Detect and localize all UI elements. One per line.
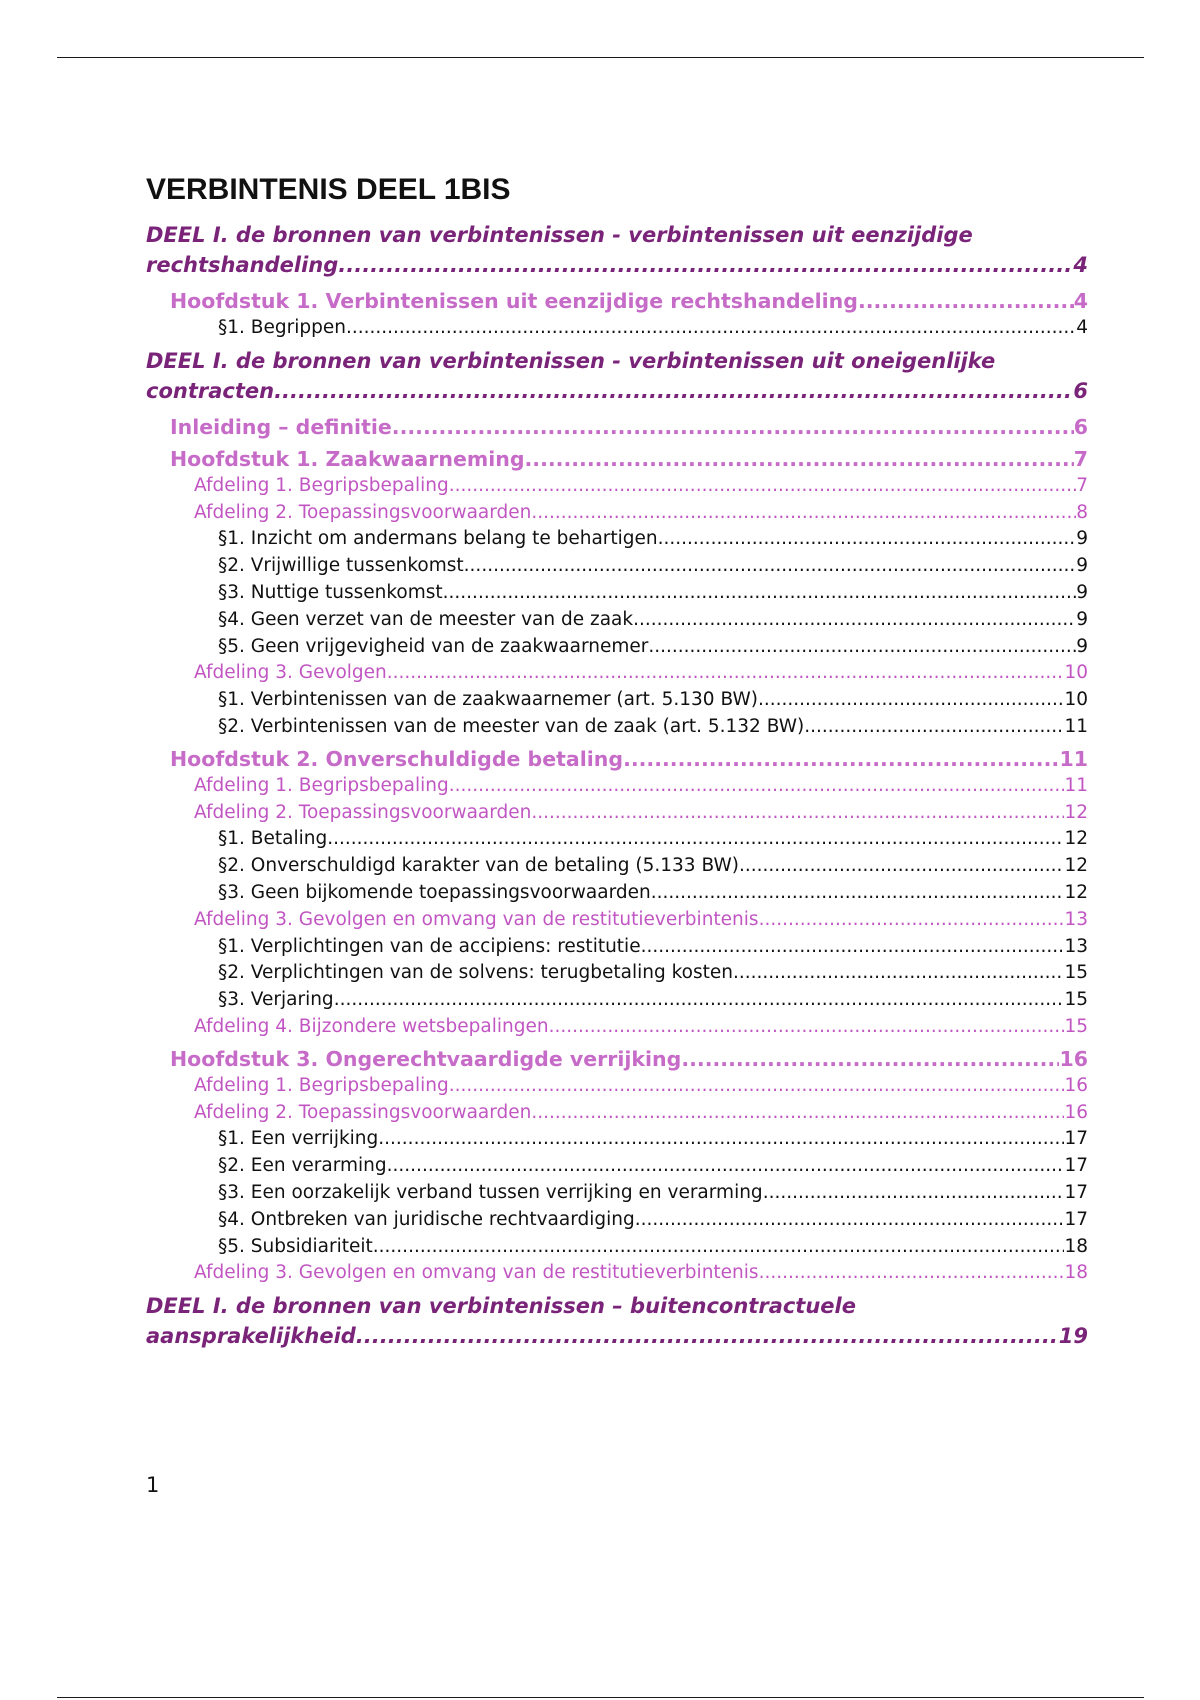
toc-paragraph-entry[interactable] [146,607,1088,634]
toc-label: §1. Betaling [218,828,328,850]
dot-leader [464,553,1077,580]
toc-afdeling-entry[interactable] [146,800,1088,827]
dot-leader [274,376,1073,406]
toc-label: Afdeling 3. Gevolgen en omvang van de restitutieverbintenis [194,908,759,930]
dot-leader [449,773,1065,800]
toc-label: Hoofdstuk 2. Onverschuldigde betaling [170,746,624,771]
toc-deel-3-tail: aansprakelijkheid [146,1324,356,1349]
dot-leader [531,800,1064,827]
toc-label: §3. Geen bijkomende toepassingsvoorwaarden [218,881,651,903]
dot-leader [635,1207,1065,1234]
toc-deel-3-tail-line [146,1321,1088,1351]
toc-paragraph-entry[interactable] [146,960,1088,987]
toc-label: §1. Begrippen [218,317,346,338]
toc-label: §4. Geen verzet van de meester van de zaak [218,608,634,630]
toc-page: 17 [1064,1181,1088,1203]
page-number: 1 [146,1473,160,1497]
toc-page: 7 [1076,474,1088,496]
table-of-contents [146,220,1088,1358]
toc-label: Afdeling 1. Begripsbepaling [194,1074,449,1096]
toc-label: Afdeling 2. Toepassingsvoorwaarden [194,1101,532,1123]
toc-deel-2[interactable] [146,346,1088,406]
dot-leader [804,714,1064,741]
dot-leader [531,500,1076,527]
footer-rule [57,1697,1144,1698]
toc-page: 12 [1064,801,1088,823]
toc-page: 13 [1064,935,1088,957]
toc-label: Inleiding – definitie [170,414,392,439]
toc-page: 17 [1064,1208,1088,1230]
toc-paragraph-entry[interactable] [146,553,1088,580]
dot-leader [449,1073,1065,1100]
toc-deel-1[interactable] [146,220,1088,280]
toc-page: 12 [1064,881,1088,903]
toc-deel-1-tail-line [146,250,1088,280]
toc-label: Afdeling 2. Toepassingsvoorwaarden [194,501,532,523]
toc-afdeling-entry[interactable] [146,1100,1088,1127]
dot-leader [525,445,1074,473]
toc-deel-3[interactable] [146,1291,1088,1351]
toc-label: §2. Verplichtingen van de solvens: terugbetaling kosten [218,962,733,984]
dot-leader [334,987,1065,1014]
toc-paragraph-entry[interactable] [146,853,1088,880]
dot-leader [651,880,1065,907]
toc-label: §2. Een verarming [218,1155,387,1177]
toc-paragraph-entry[interactable] [146,714,1088,741]
dot-leader [759,1260,1065,1287]
toc-page: 16 [1059,1046,1088,1071]
dot-leader [449,473,1077,500]
toc-page: 13 [1064,908,1088,930]
toc-paragraph-entry[interactable] [146,580,1088,607]
toc-label: Hoofdstuk 1. Verbintenissen uit eenzijdige rechtshandeling [170,289,858,313]
toc-inleiding-entry[interactable] [146,413,1088,441]
toc-page: 7 [1073,446,1088,471]
dot-leader [346,315,1076,342]
toc-deel-1-lead: DEEL I. de bronnen van verbintenissen - verbintenissen uit eenzijdige [146,223,973,247]
toc-hoofdstuk-entry[interactable] [146,287,1088,315]
toc-label: §1. Verbintenissen van de zaakwaarnemer (art. 5.130 BW) [218,689,758,711]
toc-paragraph-entry[interactable] [146,987,1088,1014]
toc-hoofdstuk-entry[interactable] [146,445,1088,473]
dot-leader [373,1234,1065,1261]
dot-leader [858,287,1074,315]
toc-page: 12 [1064,828,1088,850]
toc-page: 15 [1064,1015,1088,1037]
toc-label: Afdeling 1. Begripsbepaling [194,774,449,796]
toc-paragraph-entry[interactable] [146,1153,1088,1180]
toc-page: 4 [1073,289,1088,313]
dot-leader [387,660,1065,687]
toc-label: Hoofdstuk 1. Zaakwaarneming [170,446,525,471]
dot-leader [733,960,1064,987]
dot-leader [759,907,1065,934]
toc-page: 9 [1076,635,1088,657]
dot-leader [633,607,1076,634]
toc-label: §3. Verjaring [218,989,334,1011]
toc-deel-3-page: 19 [1058,1324,1088,1349]
toc-label: §3. Nuttige tussenkomst [218,581,443,603]
toc-label: §3. Een oorzakelijk verband tussen verrijking en verarming [218,1181,763,1203]
toc-page: 18 [1064,1235,1088,1257]
document-title: VERBINTENIS DEEL 1BIS [146,173,511,206]
toc-label: Afdeling 4. Bijzondere wetsbepalingen [194,1015,549,1037]
dot-leader [378,1126,1064,1153]
toc-deel-2-tail: contracten [146,378,275,403]
dot-leader [387,1153,1065,1180]
toc-page: 12 [1064,855,1088,877]
toc-page: 17 [1064,1128,1088,1150]
toc-page: 9 [1076,555,1088,577]
toc-deel-2-page: 6 [1073,378,1088,403]
toc-deel-3-lead: DEEL I. de bronnen van verbintenissen – buitencontractuele [146,1294,856,1319]
toc-page: 17 [1064,1155,1088,1177]
dot-leader [356,1321,1059,1351]
toc-label: §1. Verplichtingen van de accipiens: restitutie [218,935,641,957]
dot-leader [392,413,1074,441]
dot-leader [681,1045,1059,1073]
toc-label: §1. Inzicht om andermans belang te behartigen [218,528,658,550]
toc-page: 9 [1076,528,1088,550]
dot-leader [549,1014,1065,1041]
toc-label: §5. Subsidiariteit [218,1235,373,1257]
dot-leader [763,1180,1065,1207]
toc-page: 4 [1076,317,1088,338]
toc-afdeling-entry[interactable] [146,500,1088,527]
dot-leader [658,526,1077,553]
toc-page: 10 [1064,662,1088,684]
toc-paragraph-entry[interactable] [146,315,1088,342]
toc-page: 16 [1064,1101,1088,1123]
toc-label: §2. Verbintenissen van de meester van de zaak (art. 5.132 BW) [218,715,805,737]
toc-paragraph-entry[interactable] [146,687,1088,714]
toc-afdeling-entry[interactable] [146,1014,1088,1041]
toc-page: 15 [1064,962,1088,984]
dot-leader [739,853,1064,880]
toc-paragraph-entry[interactable] [146,1180,1088,1207]
toc-page: 10 [1064,689,1088,711]
toc-hoofdstuk-entry[interactable] [146,745,1088,773]
toc-afdeling-entry[interactable] [146,773,1088,800]
toc-afdeling-entry[interactable] [146,473,1088,500]
toc-page: 11 [1064,715,1088,737]
toc-paragraph-entry[interactable] [146,1234,1088,1261]
toc-page: 16 [1064,1074,1088,1096]
toc-page: 18 [1064,1262,1088,1284]
toc-afdeling-entry[interactable] [146,660,1088,687]
toc-paragraph-entry[interactable] [146,880,1088,907]
toc-page: 11 [1059,746,1088,771]
toc-paragraph-entry[interactable] [146,634,1088,661]
toc-label: §2. Vrijwillige tussenkomst [218,555,464,577]
toc-afdeling-entry[interactable] [146,907,1088,934]
toc-deel-1-page: 4 [1073,253,1088,277]
toc-label: §1. Een verrijking [218,1128,379,1150]
toc-label: §5. Geen vrijgevigheid van de zaakwaarnemer [218,635,649,657]
toc-paragraph-entry[interactable] [146,826,1088,853]
toc-afdeling-entry[interactable] [146,1073,1088,1100]
toc-paragraph-entry[interactable] [146,1126,1088,1153]
toc-paragraph-entry[interactable] [146,1207,1088,1234]
toc-label: §4. Ontbreken van juridische rechtvaardiging [218,1208,635,1230]
dot-leader [758,687,1064,714]
toc-paragraph-entry[interactable] [146,934,1088,961]
toc-label: Afdeling 3. Gevolgen en omvang van de restitutieverbintenis [194,1262,759,1284]
toc-deel-2-tail-line [146,376,1088,406]
toc-label: Hoofdstuk 3. Ongerechtvaardigde verrijking [170,1046,682,1071]
toc-label: Afdeling 3. Gevolgen [194,662,387,684]
dot-leader [623,745,1059,773]
toc-hoofdstuk-entry[interactable] [146,1045,1088,1073]
dot-leader [338,250,1073,280]
toc-afdeling-entry[interactable] [146,1260,1088,1287]
dot-leader [327,826,1064,853]
dot-leader [648,634,1076,661]
dot-leader [641,934,1065,961]
header-rule [57,57,1144,58]
toc-label: Afdeling 2. Toepassingsvoorwaarden [194,801,532,823]
dot-leader [443,580,1077,607]
toc-paragraph-entry[interactable] [146,526,1088,553]
toc-page: 9 [1076,581,1088,603]
toc-page: 9 [1076,608,1088,630]
dot-leader [531,1100,1064,1127]
toc-page: 6 [1073,414,1088,439]
toc-label: §2. Onverschuldigd karakter van de betaling (5.133 BW) [218,855,739,877]
toc-page: 8 [1076,501,1088,523]
toc-page: 15 [1064,989,1088,1011]
toc-deel-1-tail: rechtshandeling [146,253,339,277]
toc-label: Afdeling 1. Begripsbepaling [194,474,449,496]
toc-page: 11 [1064,774,1088,796]
toc-deel-2-lead: DEEL I. de bronnen van verbintenissen - verbintenissen uit oneigenlijke [146,348,996,373]
